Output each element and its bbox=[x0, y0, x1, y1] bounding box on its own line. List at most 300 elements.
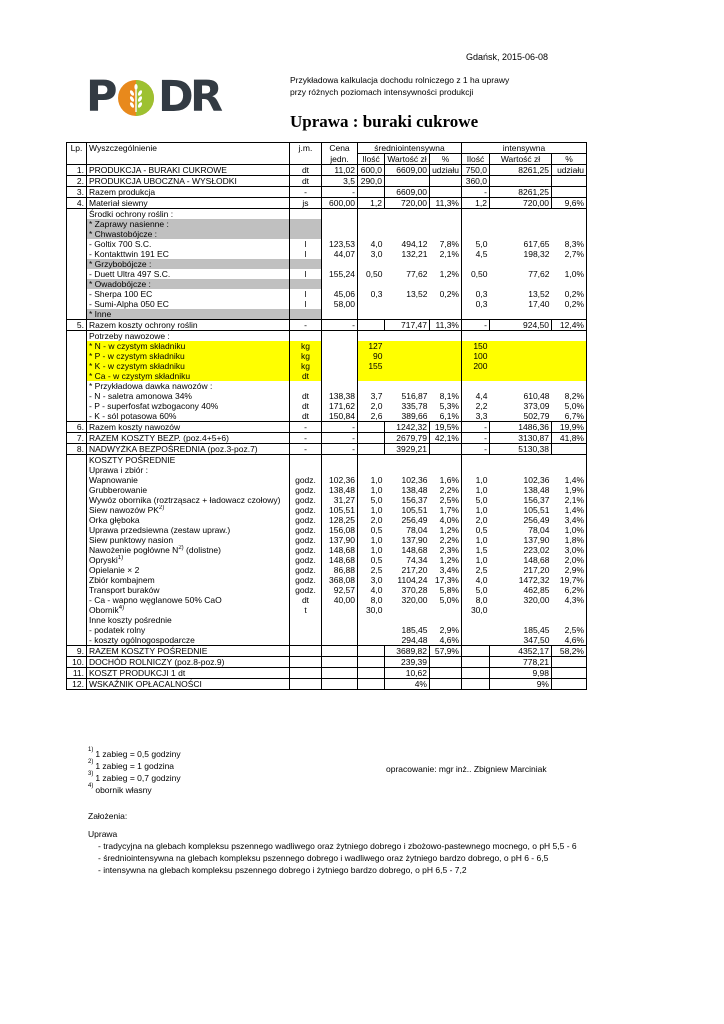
row-qty-high: - bbox=[462, 187, 490, 198]
row-pct-medium: 19,5% bbox=[430, 422, 462, 433]
row-description: Obornik$^{4)}$ bbox=[87, 605, 290, 615]
row-number bbox=[67, 535, 87, 545]
row-qty-high: 4,0 bbox=[475, 575, 488, 585]
row-qty-medium: 3,0 bbox=[370, 249, 383, 259]
row-pct-medium: 6,1% bbox=[430, 411, 462, 422]
row-number: 12. bbox=[67, 679, 87, 690]
row-value-medium bbox=[385, 299, 430, 309]
table-row bbox=[67, 371, 587, 381]
row-value-high bbox=[490, 371, 552, 381]
row-value-high bbox=[490, 259, 552, 269]
podr-logo bbox=[86, 72, 226, 122]
row-unit bbox=[290, 679, 322, 690]
row-number: 3. bbox=[67, 187, 87, 198]
row-qty-high: 200 bbox=[462, 361, 490, 371]
row-number bbox=[67, 505, 87, 515]
row-value-high: 156,37 bbox=[523, 495, 550, 505]
row-description: Środki ochrony roślin : bbox=[87, 209, 290, 220]
row-number bbox=[67, 485, 87, 495]
row-number: 11. bbox=[67, 668, 87, 679]
row-number bbox=[67, 525, 87, 535]
row-price: 368,08 bbox=[322, 575, 358, 585]
row-value-medium: 132,21 bbox=[401, 249, 428, 259]
row-pct-medium bbox=[430, 371, 462, 381]
row-description: Transport buraków bbox=[87, 585, 290, 595]
row-unit bbox=[290, 381, 322, 391]
row-value-medium: 335,78 bbox=[401, 401, 428, 411]
row-unit bbox=[290, 635, 322, 646]
row-qty-high: - bbox=[462, 320, 490, 331]
table-row bbox=[67, 485, 587, 495]
row-unit: l bbox=[290, 239, 322, 249]
row-value-high: 3130,87 bbox=[490, 433, 552, 444]
row-qty-high bbox=[462, 646, 490, 657]
row-value-high: 217,20 bbox=[523, 565, 550, 575]
row-value-medium: 156,37 bbox=[401, 495, 428, 505]
row-value-medium: 78,04 bbox=[406, 525, 428, 535]
row-description: Orka głęboka bbox=[87, 515, 290, 525]
row-number bbox=[67, 605, 87, 615]
row-qty-high: 4,4 bbox=[475, 391, 488, 401]
row-pct-high bbox=[552, 209, 587, 220]
row-value-medium bbox=[385, 219, 430, 229]
row-number: 4. bbox=[67, 198, 87, 209]
row-qty-medium: 2,0 bbox=[370, 401, 383, 411]
row-price bbox=[322, 646, 358, 657]
row-pct-high: 58,2% bbox=[552, 646, 587, 657]
row-price: 44,07 bbox=[322, 249, 358, 259]
row-unit: godz. bbox=[290, 485, 322, 495]
row-description: * Przykładowa dawka nawozów : bbox=[87, 381, 290, 391]
row-pct-medium bbox=[430, 187, 462, 198]
row-price: 11,02 bbox=[322, 165, 358, 176]
row-value-medium bbox=[385, 371, 430, 381]
table-row bbox=[67, 575, 587, 585]
row-qty-medium bbox=[358, 433, 385, 444]
table-row bbox=[67, 535, 587, 545]
table-row bbox=[67, 455, 587, 466]
row-pct-high: 1,9% bbox=[552, 485, 587, 495]
row-value-medium: 6609,00 bbox=[385, 165, 430, 176]
row-value-medium bbox=[385, 229, 430, 239]
row-unit: - bbox=[290, 444, 322, 455]
header-line-1: Przykładowa kalkulacja dochodu rolniczego z 1 ha uprawy bbox=[290, 75, 510, 85]
row-qty-high: 150 bbox=[462, 341, 490, 351]
table-row bbox=[67, 219, 587, 229]
row-value-medium: 1242,32 bbox=[385, 422, 430, 433]
header-line-2: przy różnych poziomach intensywności produkcji bbox=[290, 87, 474, 97]
assumption-item: - intensywna na glebach kompleksu pszennego dobrego i żytniego bardzo dobrego, o pH 6,5 - 7,2 bbox=[98, 865, 467, 875]
row-value-medium: 256,49 bbox=[401, 515, 428, 525]
logo-letter-r: R bbox=[190, 72, 224, 122]
row-qty-high bbox=[462, 259, 490, 269]
row-value-high: 320,00 bbox=[523, 595, 550, 605]
row-price: 58,00 bbox=[322, 299, 358, 309]
row-unit: kg bbox=[290, 341, 322, 351]
row-pct-medium bbox=[430, 341, 462, 351]
table-row bbox=[67, 679, 587, 690]
row-description: Potrzeby nawozowe : bbox=[87, 331, 290, 342]
row-qty-medium bbox=[358, 309, 385, 320]
row-price bbox=[322, 605, 358, 615]
row-unit: godz. bbox=[290, 575, 322, 585]
table-row bbox=[67, 165, 587, 176]
row-qty-high bbox=[462, 455, 490, 466]
row-unit: l bbox=[290, 299, 322, 309]
row-description: - Kontakttwin 191 EC bbox=[87, 249, 290, 259]
row-number bbox=[67, 555, 87, 565]
row-pct-medium: 17,3% bbox=[430, 575, 462, 585]
row-pct-high bbox=[552, 465, 587, 475]
row-pct-high bbox=[552, 351, 587, 361]
row-qty-high: 750,0 bbox=[462, 165, 490, 176]
row-pct-high: 3,4% bbox=[552, 515, 587, 525]
row-unit bbox=[290, 625, 322, 635]
row-value-high: 8261,25 bbox=[490, 187, 552, 198]
assumption-item: - średniointensywna na glebach kompleksu pszennego dobrego i wadliwego oraz żytniego bardzo dobrego, o pH 6 - 6,5 bbox=[98, 853, 549, 863]
row-value-medium: 137,90 bbox=[401, 535, 428, 545]
row-value-high: 17,40 bbox=[528, 299, 550, 309]
qty-header-1: Ilość bbox=[358, 154, 385, 165]
row-qty-high: 1,0 bbox=[475, 535, 488, 545]
row-pct-medium: 1,2% bbox=[430, 269, 462, 279]
table-row bbox=[67, 635, 587, 646]
row-unit bbox=[290, 615, 322, 625]
row-pct-medium: 11,3% bbox=[430, 320, 462, 331]
row-value-high: 256,49 bbox=[523, 515, 550, 525]
row-pct-medium bbox=[430, 679, 462, 690]
row-qty-high: - bbox=[462, 422, 490, 433]
row-pct-high: 3,0% bbox=[552, 545, 587, 555]
row-pct-medium bbox=[430, 176, 462, 187]
row-number bbox=[67, 331, 87, 342]
row-qty-high: 0,50 bbox=[470, 269, 488, 279]
row-unit: godz. bbox=[290, 585, 322, 595]
row-value-medium: 720,00 bbox=[385, 198, 430, 209]
row-pct-high: 4,3% bbox=[552, 595, 587, 605]
row-qty-medium: 90 bbox=[358, 351, 385, 361]
row-number bbox=[67, 279, 87, 289]
row-price: 138,38 bbox=[322, 391, 358, 401]
row-value-high bbox=[490, 341, 552, 351]
row-price bbox=[322, 259, 358, 269]
row-value-high: 720,00 bbox=[490, 198, 552, 209]
row-number: 9. bbox=[67, 646, 87, 657]
row-pct-medium: 1,2% bbox=[430, 525, 462, 535]
row-pct-high bbox=[552, 219, 587, 229]
row-qty-medium: 2,5 bbox=[370, 565, 383, 575]
row-unit: - bbox=[290, 433, 322, 444]
row-description: Nawożenie pogłówne $N^{2)}$ (dolistne) bbox=[87, 545, 290, 555]
row-pct-medium: 2,3% bbox=[430, 545, 462, 555]
row-value-high: 924,50 bbox=[490, 320, 552, 331]
row-pct-medium bbox=[430, 465, 462, 475]
row-number bbox=[67, 391, 87, 401]
row-value-medium: 138,48 bbox=[401, 485, 428, 495]
row-unit: - bbox=[290, 187, 322, 198]
row-pct-medium bbox=[430, 444, 462, 455]
row-price: 105,51 bbox=[322, 505, 358, 515]
row-value-medium: 74,34 bbox=[406, 555, 428, 565]
row-value-medium: 3689,82 bbox=[385, 646, 430, 657]
row-number bbox=[67, 455, 87, 466]
row-price: - bbox=[322, 444, 358, 455]
row-unit: l bbox=[290, 249, 322, 259]
row-number: 8. bbox=[67, 444, 87, 455]
row-qty-high: 1,0 bbox=[475, 485, 488, 495]
row-value-medium bbox=[385, 605, 430, 615]
row-qty-medium: 1,0 bbox=[370, 475, 383, 485]
row-description: KOSZT PRODUKCJI 1 dt bbox=[87, 668, 290, 679]
row-qty-medium bbox=[358, 279, 385, 289]
row-value-high bbox=[490, 309, 552, 320]
row-pct-medium: 5,0% bbox=[430, 595, 462, 605]
row-unit bbox=[290, 259, 322, 269]
row-pct-high: 19,7% bbox=[552, 575, 587, 585]
row-qty-high: 1,5 bbox=[475, 545, 488, 555]
row-pct-high: 2,7% bbox=[552, 249, 587, 259]
row-number bbox=[67, 545, 87, 555]
row-price bbox=[322, 381, 358, 391]
row-pct-high bbox=[552, 259, 587, 269]
row-description: PRODUKCJA - BURAKI CUKROWE bbox=[87, 165, 290, 176]
row-qty-high bbox=[462, 309, 490, 320]
row-pct-high: 4,6% bbox=[552, 635, 587, 646]
row-price: 171,62 bbox=[322, 401, 358, 411]
row-value-high: 185,45 bbox=[523, 625, 550, 635]
row-unit: l bbox=[290, 289, 322, 299]
row-number: 7. bbox=[67, 433, 87, 444]
row-qty-medium: 155 bbox=[358, 361, 385, 371]
table-row bbox=[67, 391, 587, 401]
row-number bbox=[67, 575, 87, 585]
row-value-high: 5130,38 bbox=[490, 444, 552, 455]
row-number bbox=[67, 341, 87, 351]
row-description: - Ca - wapno węglanowe 50% CaO bbox=[87, 595, 290, 605]
row-number bbox=[67, 299, 87, 309]
table-row bbox=[67, 465, 587, 475]
row-pct-high bbox=[552, 444, 587, 455]
row-number bbox=[67, 219, 87, 229]
row-qty-medium: 600,0 bbox=[358, 165, 385, 176]
table-row bbox=[67, 668, 587, 679]
row-value-high bbox=[490, 465, 552, 475]
row-qty-medium bbox=[358, 635, 385, 646]
row-qty-medium bbox=[358, 371, 385, 381]
row-unit: godz. bbox=[290, 565, 322, 575]
row-value-high bbox=[490, 615, 552, 625]
table-row bbox=[67, 433, 587, 444]
row-unit: godz. bbox=[290, 475, 322, 485]
row-unit: kg bbox=[290, 351, 322, 361]
row-qty-high: 8,0 bbox=[475, 595, 488, 605]
row-qty-high: 0,3 bbox=[475, 289, 488, 299]
row-description: * N - w czystym składniku bbox=[87, 341, 290, 351]
row-number bbox=[67, 269, 87, 279]
row-unit bbox=[290, 646, 322, 657]
row-number: 10. bbox=[67, 657, 87, 668]
row-pct-medium bbox=[430, 361, 462, 371]
assumption-item: - tradycyjna na glebach kompleksu pszennego wadliwego oraz żytniego dobrego i zbożowo-pastewnego mocnego, o pH 5,5 - 6 bbox=[98, 841, 577, 851]
row-value-high: 148,68 bbox=[523, 555, 550, 565]
row-pct-medium bbox=[430, 259, 462, 269]
row-value-high: 9,98 bbox=[490, 668, 552, 679]
row-qty-medium: 0,3 bbox=[370, 289, 383, 299]
row-qty-high bbox=[462, 615, 490, 625]
table-row bbox=[67, 269, 587, 279]
row-pct-high bbox=[552, 187, 587, 198]
row-description: RAZEM KOSZTY POŚREDNIE bbox=[87, 646, 290, 657]
row-description: Opryski$^{1)}$ bbox=[87, 555, 290, 565]
row-description: - Goltix 700 S.C. bbox=[87, 239, 290, 249]
row-qty-high: 1,0 bbox=[475, 505, 488, 515]
row-unit: l bbox=[290, 269, 322, 279]
row-unit bbox=[290, 465, 322, 475]
row-qty-medium: 1,0 bbox=[370, 505, 383, 515]
table-row bbox=[67, 279, 587, 289]
row-number bbox=[67, 411, 87, 422]
row-unit bbox=[290, 331, 322, 342]
row-value-medium: 717,47 bbox=[385, 320, 430, 331]
row-pct-medium: 2,2% bbox=[430, 485, 462, 495]
row-value-medium: 4% bbox=[385, 679, 430, 690]
row-qty-medium bbox=[358, 187, 385, 198]
table-row bbox=[67, 259, 587, 269]
row-price bbox=[322, 309, 358, 320]
row-pct-medium: 7,8% bbox=[430, 239, 462, 249]
table-row bbox=[67, 229, 587, 239]
row-pct-high: 8,3% bbox=[552, 239, 587, 249]
row-number bbox=[67, 401, 87, 411]
header-description bbox=[290, 74, 509, 98]
row-unit: godz. bbox=[290, 515, 322, 525]
row-pct-high bbox=[552, 279, 587, 289]
row-value-high: 102,36 bbox=[523, 475, 550, 485]
row-qty-high: 100 bbox=[462, 351, 490, 361]
row-pct-medium: 2,5% bbox=[430, 495, 462, 505]
row-qty-medium bbox=[358, 455, 385, 466]
row-number: 5. bbox=[67, 320, 87, 331]
row-description: KOSZTY POŚREDNIE bbox=[87, 455, 290, 466]
medium-intensity-header: średniointensywna bbox=[358, 143, 462, 154]
row-pct-medium bbox=[430, 381, 462, 391]
row-value-medium: 2679,79 bbox=[385, 433, 430, 444]
row-description: - N - saletra amonowa 34% bbox=[87, 391, 290, 401]
row-price bbox=[322, 371, 358, 381]
row-value-high bbox=[490, 279, 552, 289]
row-price: 31,27 bbox=[322, 495, 358, 505]
table-row bbox=[67, 209, 587, 220]
table-row bbox=[67, 187, 587, 198]
row-price: 45,06 bbox=[322, 289, 358, 299]
row-pct-medium: 2,1% bbox=[430, 249, 462, 259]
row-value-high bbox=[490, 351, 552, 361]
row-description: - Sumi-Alpha 050 EC bbox=[87, 299, 290, 309]
price-unit-header: jedn. bbox=[322, 154, 358, 165]
row-pct-high bbox=[552, 605, 587, 615]
row-value-medium bbox=[385, 279, 430, 289]
row-qty-medium: 0,50 bbox=[365, 269, 383, 279]
row-price bbox=[322, 219, 358, 229]
row-number bbox=[67, 495, 87, 505]
assumptions-subheading: Uprawa bbox=[88, 829, 118, 839]
row-description: * P - w czystym składniku bbox=[87, 351, 290, 361]
row-description: - podatek rolny bbox=[87, 625, 290, 635]
row-qty-medium bbox=[358, 229, 385, 239]
row-number bbox=[67, 371, 87, 381]
table-row bbox=[67, 555, 587, 565]
row-value-medium bbox=[385, 381, 430, 391]
row-pct-medium: 42,1% bbox=[430, 433, 462, 444]
row-qty-medium bbox=[358, 422, 385, 433]
row-description: - Sherpa 100 EC bbox=[87, 289, 290, 299]
assumptions bbox=[88, 810, 577, 876]
row-qty-medium bbox=[358, 331, 385, 342]
row-price: 3,5 bbox=[322, 176, 358, 187]
row-qty-medium bbox=[358, 381, 385, 391]
row-description: * Owadobójcze : bbox=[87, 279, 290, 289]
row-qty-medium: 127 bbox=[358, 341, 385, 351]
footnote: 2) 1 zabieg = 1 godzina bbox=[88, 759, 175, 771]
row-description: * Zaprawy nasienne : bbox=[87, 219, 290, 229]
row-description: RAZEM KOSZTY BEZP. (poz.4+5+6) bbox=[87, 433, 290, 444]
row-pct-high bbox=[552, 679, 587, 690]
row-value-high bbox=[490, 219, 552, 229]
table-row bbox=[67, 198, 587, 209]
row-pct-high: 9,6% bbox=[552, 198, 587, 209]
row-value-medium bbox=[385, 309, 430, 320]
row-number bbox=[67, 635, 87, 646]
table-row bbox=[67, 239, 587, 249]
row-number bbox=[67, 381, 87, 391]
row-unit: dt bbox=[290, 411, 322, 422]
row-pct-high bbox=[552, 615, 587, 625]
row-value-high: 1472,32 bbox=[518, 575, 550, 585]
row-unit: kg bbox=[290, 361, 322, 371]
row-pct-high bbox=[552, 341, 587, 351]
row-value-medium: 516,87 bbox=[401, 391, 428, 401]
row-qty-medium: 1,2 bbox=[358, 198, 385, 209]
row-qty-high: - bbox=[462, 444, 490, 455]
table-row bbox=[67, 605, 587, 615]
row-value-medium: 10,62 bbox=[385, 668, 430, 679]
row-value-high: 462,85 bbox=[523, 585, 550, 595]
row-qty-high: 5,0 bbox=[475, 239, 488, 249]
row-qty-medium bbox=[358, 259, 385, 269]
row-number bbox=[67, 351, 87, 361]
row-pct-high: 1,4% bbox=[552, 505, 587, 515]
row-pct-medium bbox=[430, 668, 462, 679]
row-description: Siew nawozów PK$^{2)}$ bbox=[87, 505, 290, 515]
qty-header-2: Ilość bbox=[462, 154, 490, 165]
row-description: * Chwastobójcze : bbox=[87, 229, 290, 239]
row-price: 150,84 bbox=[322, 411, 358, 422]
row-qty-high: 1,2 bbox=[462, 198, 490, 209]
table-row bbox=[67, 525, 587, 535]
row-price: 600,00 bbox=[322, 198, 358, 209]
row-value-medium bbox=[385, 615, 430, 625]
row-pct-high: 12,4% bbox=[552, 320, 587, 331]
row-qty-medium: 8,0 bbox=[370, 595, 383, 605]
row-value-medium: 6609,00 bbox=[385, 187, 430, 198]
row-pct-high bbox=[552, 361, 587, 371]
row-value-high: 137,90 bbox=[523, 535, 550, 545]
row-pct-high: 1,0% bbox=[552, 269, 587, 279]
row-description: * Grzybobójcze : bbox=[87, 259, 290, 269]
row-value-high bbox=[490, 209, 552, 220]
row-pct-high: 2,5% bbox=[552, 625, 587, 635]
row-value-high: 373,09 bbox=[523, 401, 550, 411]
